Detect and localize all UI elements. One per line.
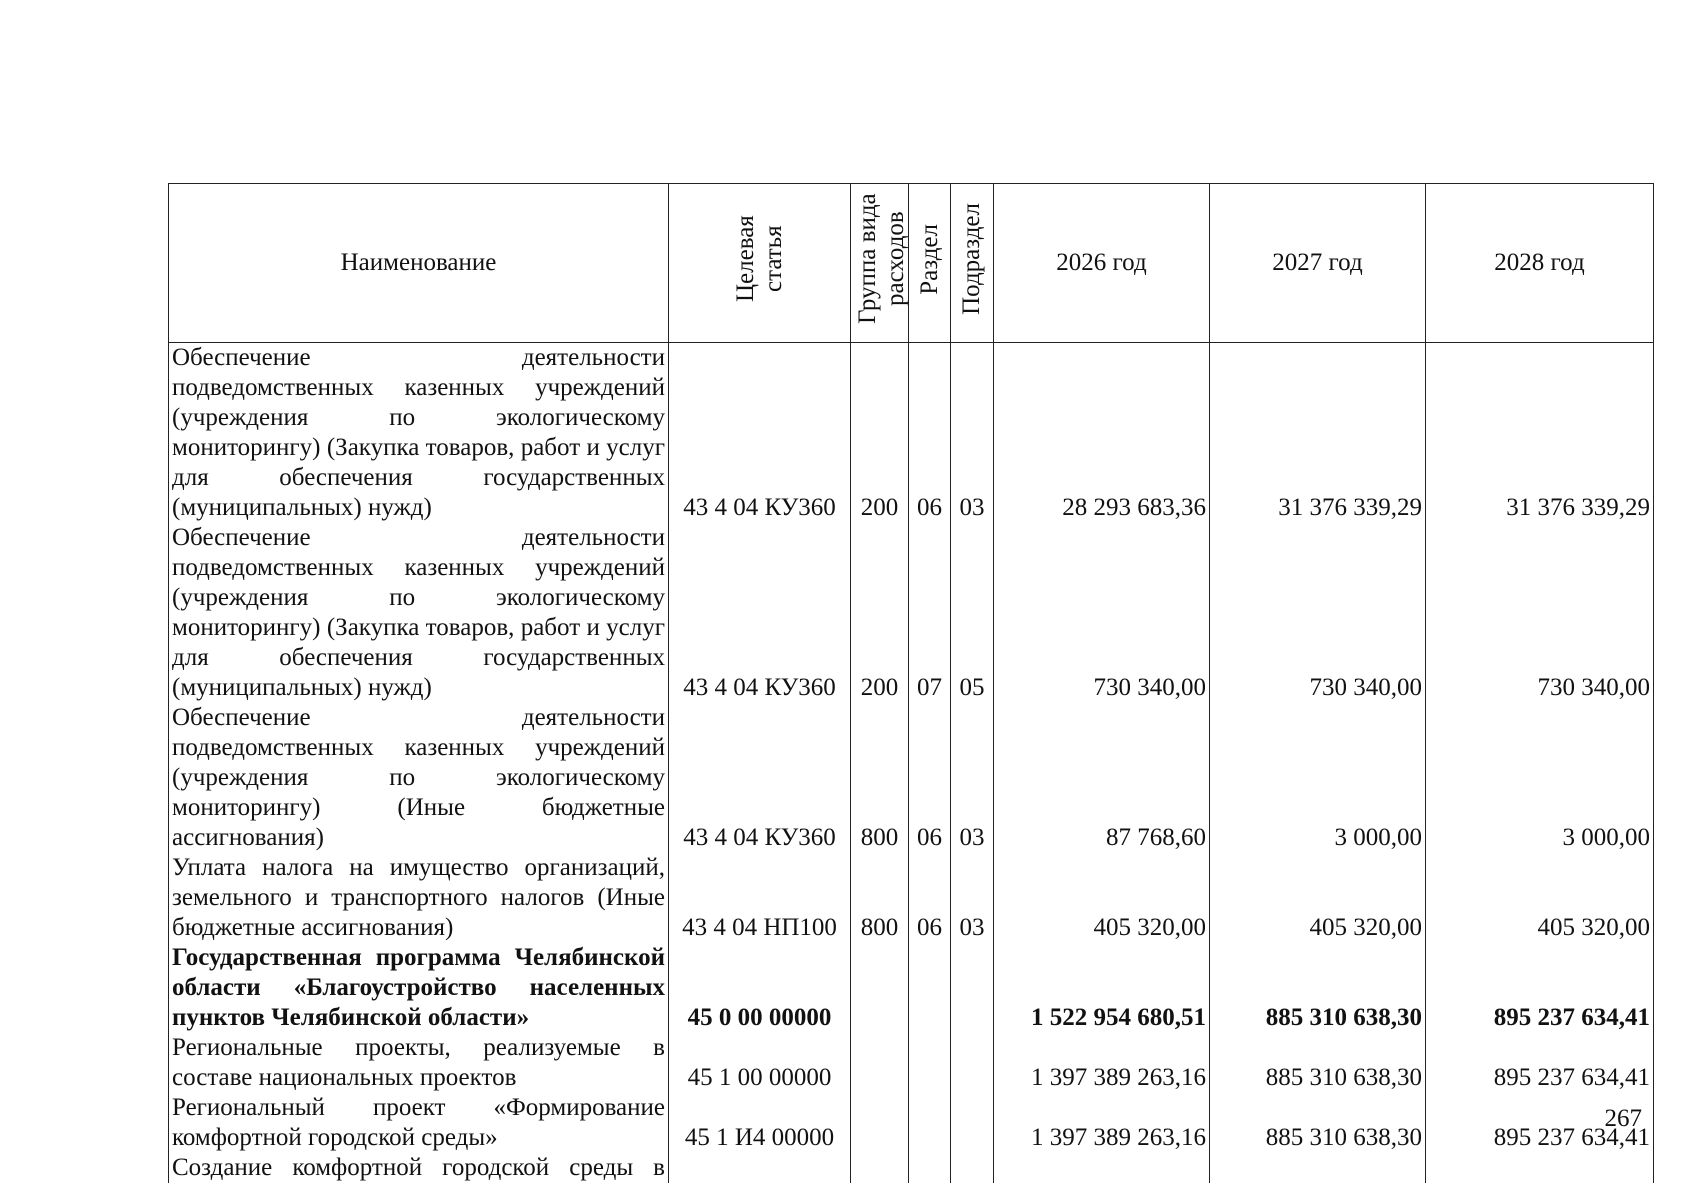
row-section bbox=[909, 943, 951, 1033]
row-target: 43 4 04 КУ360 bbox=[669, 523, 851, 703]
row-2026: 87 768,60 bbox=[994, 703, 1210, 853]
row-2027: 885 310 638,30 bbox=[1210, 1033, 1426, 1093]
row-section bbox=[909, 1033, 951, 1093]
row-group: 800 bbox=[851, 853, 909, 943]
row-section: 06 bbox=[909, 343, 951, 524]
header-subsection: Подраздел bbox=[951, 184, 994, 343]
table-row bbox=[169, 343, 1654, 524]
row-target: 45 1 00 00000 bbox=[669, 1033, 851, 1093]
row-target: 43 4 04 НП100 bbox=[669, 853, 851, 943]
row-name: Региональные проекты, реализуемые в составе национальных проектов bbox=[169, 1033, 669, 1093]
header-2028: 2028 год bbox=[1426, 184, 1654, 343]
row-target: 45 0 00 00000 bbox=[669, 943, 851, 1033]
table-row bbox=[169, 1093, 1654, 1153]
row-name: Обеспечение деятельности подведомственных казенных учреждений (учреждения по экологическому мониторингу) (Закупка товаров, работ и услуг для обеспечения государственных (муниципальных) нужд) bbox=[169, 523, 669, 703]
row-group: 800 bbox=[851, 703, 909, 853]
row-name: Создание комфортной городской среды в bbox=[169, 1153, 669, 1183]
row-section: 06 bbox=[909, 703, 951, 853]
row-2026: 1 522 954 680,51 bbox=[994, 943, 1210, 1033]
row-target: 45 1 И4 00000 bbox=[669, 1093, 851, 1153]
row-target: 43 4 04 КУ360 bbox=[669, 703, 851, 853]
table-header-row bbox=[169, 184, 1654, 343]
row-2028: 730 340,00 bbox=[1426, 523, 1654, 703]
row-2026 bbox=[994, 1153, 1210, 1183]
row-subsection bbox=[951, 1153, 994, 1183]
row-section: 07 bbox=[909, 523, 951, 703]
table-row bbox=[169, 1153, 1654, 1183]
row-2028: 405 320,00 bbox=[1426, 853, 1654, 943]
row-2028: 895 237 634,41 bbox=[1426, 1093, 1654, 1153]
row-2028: 895 237 634,41 bbox=[1426, 943, 1654, 1033]
row-2028: 31 376 339,29 bbox=[1426, 343, 1654, 524]
row-name: Обеспечение деятельности подведомственных казенных учреждений (учреждения по экологическому мониторингу) (Закупка товаров, работ и услуг для обеспечения государственных (муниципальных) нужд) bbox=[169, 343, 669, 524]
row-subsection: 05 bbox=[951, 523, 994, 703]
budget-table bbox=[168, 183, 1654, 1183]
row-2028: 3 000,00 bbox=[1426, 703, 1654, 853]
table-row bbox=[169, 943, 1654, 1033]
table-row bbox=[169, 523, 1654, 703]
row-2027: 885 310 638,30 bbox=[1210, 943, 1426, 1033]
row-2026: 405 320,00 bbox=[994, 853, 1210, 943]
row-group bbox=[851, 943, 909, 1033]
row-target: 43 4 04 КУ360 bbox=[669, 343, 851, 524]
row-2027: 3 000,00 bbox=[1210, 703, 1426, 853]
header-2026: 2026 год bbox=[994, 184, 1210, 343]
row-group: 200 bbox=[851, 343, 909, 524]
row-section: 06 bbox=[909, 853, 951, 943]
row-2027 bbox=[1210, 1153, 1426, 1183]
header-target-article: Целевая статья bbox=[669, 184, 851, 343]
row-2028: 895 237 634,41 bbox=[1426, 1033, 1654, 1093]
row-target bbox=[669, 1153, 851, 1183]
row-name: Государственная программа Челябинской области «Благоустройство населенных пунктов Челябинской области» bbox=[169, 943, 669, 1033]
row-2028 bbox=[1426, 1153, 1654, 1183]
row-subsection bbox=[951, 943, 994, 1033]
table-row bbox=[169, 853, 1654, 943]
row-2027: 31 376 339,29 bbox=[1210, 343, 1426, 524]
header-2027: 2027 год bbox=[1210, 184, 1426, 343]
row-name: Региональный проект «Формирование комфортной городской среды» bbox=[169, 1093, 669, 1153]
row-subsection bbox=[951, 1033, 994, 1093]
table-row bbox=[169, 703, 1654, 853]
row-group bbox=[851, 1033, 909, 1093]
row-name: Обеспечение деятельности подведомственных казенных учреждений (учреждения по экологическому мониторингу) (Иные бюджетные ассигнования) bbox=[169, 703, 669, 853]
row-subsection: 03 bbox=[951, 703, 994, 853]
row-subsection: 03 bbox=[951, 343, 994, 524]
row-group bbox=[851, 1093, 909, 1153]
header-name: Наименование bbox=[169, 184, 669, 343]
row-2026: 1 397 389 263,16 bbox=[994, 1033, 1210, 1093]
row-2027: 885 310 638,30 bbox=[1210, 1093, 1426, 1153]
table-row bbox=[169, 1033, 1654, 1093]
row-2027: 405 320,00 bbox=[1210, 853, 1426, 943]
header-expense-group: Группа вида расходов bbox=[851, 184, 909, 343]
row-subsection: 03 bbox=[951, 853, 994, 943]
row-group bbox=[851, 1153, 909, 1183]
page-number: 267 bbox=[1604, 1105, 1642, 1132]
row-name: Уплата налога на имущество организаций, земельного и транспортного налогов (Иные бюджетные ассигнования) bbox=[169, 853, 669, 943]
row-subsection bbox=[951, 1093, 994, 1153]
row-2026: 1 397 389 263,16 bbox=[994, 1093, 1210, 1153]
row-section bbox=[909, 1153, 951, 1183]
row-2026: 730 340,00 bbox=[994, 523, 1210, 703]
row-group: 200 bbox=[851, 523, 909, 703]
header-section: Раздел bbox=[909, 184, 951, 343]
row-section bbox=[909, 1093, 951, 1153]
row-2026: 28 293 683,36 bbox=[994, 343, 1210, 524]
row-2027: 730 340,00 bbox=[1210, 523, 1426, 703]
